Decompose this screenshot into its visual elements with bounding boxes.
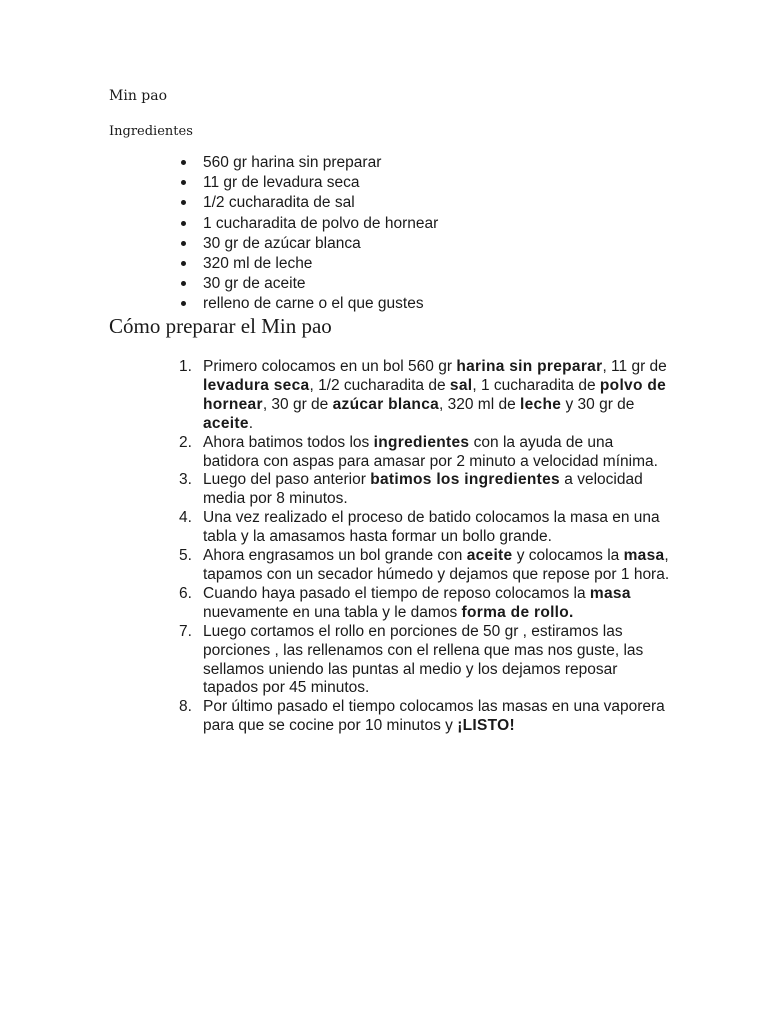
step-item <box>179 433 673 472</box>
step-text-segment: , tapamos con un secador húmedo y dejamos que repose por 1 hora. <box>203 547 670 583</box>
step-text-segment: y colocamos la <box>512 547 624 565</box>
preparation-heading: Cómo preparar el Min pao <box>109 314 332 338</box>
step-number: 5. <box>179 547 192 565</box>
step-text-segment: , 1 cucharadita de <box>472 376 600 394</box>
step-number: 8. <box>179 698 192 716</box>
step-number: 4. <box>179 509 192 527</box>
ingredient-item: 11 gr de levadura seca <box>203 173 673 193</box>
step-item <box>179 358 673 434</box>
ingredient-item: 30 gr de azúcar blanca <box>203 234 673 254</box>
step-text <box>203 698 665 734</box>
step-text <box>203 434 658 470</box>
step-text <box>203 585 631 621</box>
step-bold-text: azúcar blanca <box>332 395 440 413</box>
step-text-segment: Por último pasado el tiempo colocamos las masas en una vaporera para que se cocine por 10 minutos y <box>203 698 665 735</box>
ingredient-item: 1 cucharadita de polvo de hornear <box>203 214 673 234</box>
step-text <box>203 623 643 697</box>
step-text <box>203 547 669 583</box>
step-text-segment: a velocidad media por 8 minutos. <box>203 471 643 508</box>
step-bold-text: masa <box>623 547 665 565</box>
ingredient-item: 30 gr de aceite <box>203 274 673 294</box>
step-item <box>179 547 673 585</box>
ingredient-item: 320 ml de leche <box>203 254 673 274</box>
step-bold-text: masa <box>589 584 631 602</box>
step-item <box>179 584 673 623</box>
step-text-segment: Cuando haya pasado el tiempo de reposo colocamos la <box>203 584 590 602</box>
step-text <box>203 509 660 545</box>
step-number: 7. <box>179 622 192 640</box>
step-bold-text: polvo de hornear <box>203 376 667 413</box>
step-text-segment: nuevamente en una tabla y le damos <box>203 603 462 621</box>
step-bold-text: harina sin preparar <box>456 358 603 375</box>
step-item <box>179 471 673 509</box>
step-number: 6. <box>179 584 192 602</box>
step-text-segment: , 1/2 cucharadita de <box>309 376 450 394</box>
step-bold-text: ingredientes <box>373 433 470 451</box>
step-text-segment: , 30 gr de <box>262 395 333 413</box>
ingredient-item: 560 gr harina sin preparar <box>203 153 673 173</box>
step-text-segment: Ahora batimos todos los <box>203 433 374 451</box>
ingredients-list <box>203 153 673 315</box>
step-text-segment: , 11 gr de <box>602 358 667 375</box>
step-text-segment: Luego del paso anterior <box>203 471 371 489</box>
step-text-segment: con la ayuda de una batidora con aspas para amasar por 2 minuto a velocidad mínima. <box>203 433 658 470</box>
document-title: Min pao <box>109 88 168 104</box>
step-text <box>203 471 643 507</box>
preparation-steps-list <box>179 358 673 736</box>
step-text-segment: . <box>248 414 254 432</box>
step-text-segment: Primero colocamos en un bol 560 gr <box>203 358 457 375</box>
step-text <box>203 358 667 432</box>
step-bold-text: aceite <box>466 547 513 565</box>
step-item <box>179 622 673 699</box>
step-text-segment: Ahora engrasamos un bol grande con <box>203 547 467 565</box>
step-bold-text: batimos los ingredientes <box>370 471 560 489</box>
step-text-segment: Luego cortamos el rollo en porciones de 50 gr , estiramos las porciones , las rellenamos con el rellena que mas nos guste, las sellamos uniendo las puntas al medio y los dejamos reposar tapados por 45 minutos. <box>203 622 644 697</box>
step-bold-text: sal <box>449 376 473 394</box>
step-text-segment: Una vez realizado el proceso de batido colocamos la masa en una tabla y la amasamos hasta formar un bollo grande. <box>203 509 660 546</box>
ingredients-heading: Ingredientes <box>109 124 193 139</box>
step-item <box>179 509 673 547</box>
step-bold-text: leche <box>520 395 562 413</box>
step-item <box>179 698 673 736</box>
step-number: 2. <box>179 433 192 451</box>
ingredient-item: 1/2 cucharadita de sal <box>203 193 673 213</box>
step-bold-text: aceite <box>203 414 249 432</box>
ingredient-item: relleno de carne o el que gustes <box>203 294 673 314</box>
step-number: 3. <box>179 471 192 489</box>
step-bold-text: forma de rollo. <box>461 603 574 621</box>
step-bold-text: levadura seca <box>203 376 310 394</box>
step-number: 1. <box>179 358 192 375</box>
step-text-segment: y 30 gr de <box>561 395 635 413</box>
step-bold-text: ¡LISTO! <box>457 717 515 735</box>
step-text-segment: , 320 ml de <box>439 395 521 413</box>
